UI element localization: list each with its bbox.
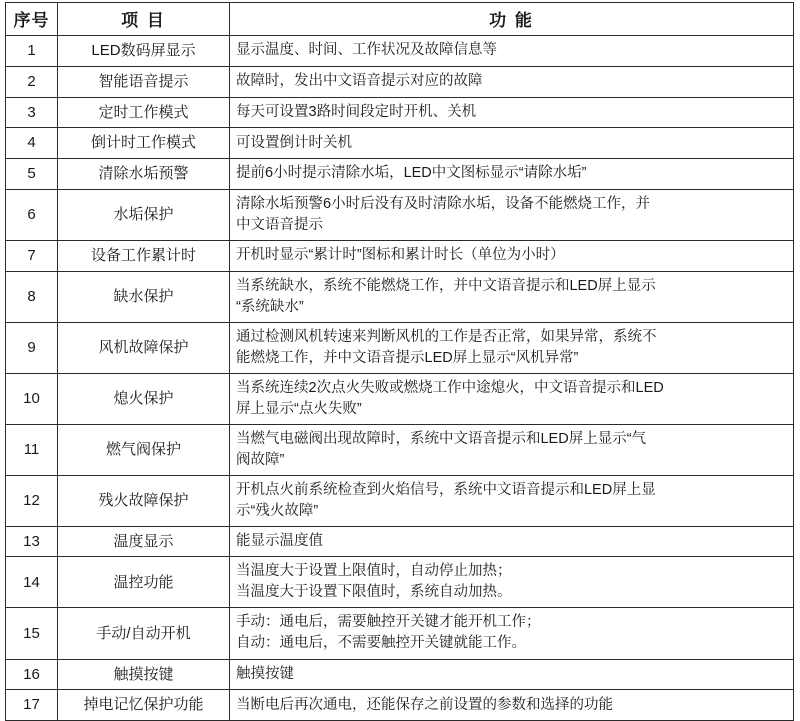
- cell-no: 4: [6, 128, 58, 159]
- cell-item: 缺水保护: [58, 271, 230, 322]
- cell-item: 定时工作模式: [58, 97, 230, 128]
- function-spec-table: [5, 2, 794, 721]
- function-line: “系统缺水”: [236, 298, 304, 315]
- cell-function: [230, 424, 794, 475]
- column-header-item: 项 目: [58, 3, 230, 36]
- cell-item: 风机故障保护: [58, 322, 230, 373]
- function-line: 通过检测风机转速来判断风机的工作是否正常，如果异常，系统不: [236, 328, 657, 345]
- function-line: 开机时显示“累计时”图标和累计时长（单位为小时）: [236, 247, 565, 264]
- table-row: [6, 424, 794, 475]
- cell-function: [230, 97, 794, 128]
- cell-item: 智能语音提示: [58, 66, 230, 97]
- table-row: [6, 128, 794, 159]
- function-line: 自动：通电后，不需要触控开关键就能工作。: [236, 635, 526, 652]
- function-line: 能显示温度值: [236, 533, 323, 550]
- cell-no: 8: [6, 271, 58, 322]
- function-line: 触摸按键: [236, 665, 294, 682]
- table-row: [6, 322, 794, 373]
- cell-no: 3: [6, 97, 58, 128]
- function-line: 开机点火前系统检查到火焰信号，系统中文语音提示和LED屏上显: [236, 481, 656, 498]
- table-header-row: [6, 3, 794, 36]
- cell-no: 14: [6, 557, 58, 608]
- cell-item: 清除水垢预警: [58, 159, 230, 190]
- cell-no: 6: [6, 189, 58, 240]
- cell-item: 倒计时工作模式: [58, 128, 230, 159]
- function-line: 当断电后再次通电，还能保存之前设置的参数和选择的功能: [236, 696, 613, 713]
- cell-item: 燃气阀保护: [58, 424, 230, 475]
- cell-function: [230, 690, 794, 721]
- table-row: [6, 36, 794, 67]
- function-line: 屏上显示“点火失败”: [236, 400, 362, 417]
- function-line: 每天可设置3路时间段定时开机、关机: [236, 103, 477, 120]
- cell-item: LED数码屏显示: [58, 36, 230, 67]
- cell-item: 温度显示: [58, 526, 230, 557]
- cell-function: [230, 159, 794, 190]
- function-line: 提前6小时提示清除水垢，LED中文图标显示“请除水垢”: [236, 165, 587, 182]
- cell-item: 熄火保护: [58, 373, 230, 424]
- table-row: [6, 373, 794, 424]
- cell-function: [230, 526, 794, 557]
- cell-no: 7: [6, 240, 58, 271]
- cell-no: 17: [6, 690, 58, 721]
- cell-item: 手动/自动开机: [58, 608, 230, 659]
- table-row: [6, 159, 794, 190]
- spec-sheet: [0, 2, 800, 714]
- cell-item: 残火故障保护: [58, 475, 230, 526]
- cell-no: 9: [6, 322, 58, 373]
- cell-function: [230, 659, 794, 690]
- cell-no: 16: [6, 659, 58, 690]
- table-body: [6, 36, 794, 721]
- function-line: 显示温度、时间、工作状况及故障信息等: [236, 42, 497, 59]
- table-row: [6, 240, 794, 271]
- cell-no: 5: [6, 159, 58, 190]
- table-row: [6, 608, 794, 659]
- function-line: 能燃烧工作，并中文语音提示LED屏上显示“风机异常”: [236, 349, 579, 366]
- table-row: [6, 66, 794, 97]
- table-row: [6, 690, 794, 721]
- cell-item: 温控功能: [58, 557, 230, 608]
- cell-no: 13: [6, 526, 58, 557]
- cell-function: [230, 373, 794, 424]
- function-line: 故障时，发出中文语音提示对应的故障: [236, 73, 483, 90]
- cell-no: 1: [6, 36, 58, 67]
- table-header: [6, 3, 794, 36]
- table-row: [6, 271, 794, 322]
- function-line: 当温度大于设置下限值时，系统自动加热。: [236, 584, 512, 601]
- cell-function: [230, 128, 794, 159]
- cell-function: [230, 322, 794, 373]
- function-line: 当温度大于设置上限值时，自动停止加热；: [236, 563, 512, 580]
- cell-function: [230, 240, 794, 271]
- function-line: 中文语音提示: [236, 216, 323, 233]
- cell-item: 掉电记忆保护功能: [58, 690, 230, 721]
- cell-function: [230, 189, 794, 240]
- cell-function: [230, 475, 794, 526]
- cell-no: 10: [6, 373, 58, 424]
- table-row: [6, 557, 794, 608]
- function-line: 当燃气电磁阀出现故障时，系统中文语音提示和LED屏上显示“气: [236, 430, 647, 447]
- cell-item: 水垢保护: [58, 189, 230, 240]
- column-header-no: 序号: [6, 3, 58, 36]
- function-line: 阀故障”: [236, 451, 285, 468]
- table-row: [6, 659, 794, 690]
- cell-function: [230, 36, 794, 67]
- cell-no: 12: [6, 475, 58, 526]
- function-line: 示“残火故障”: [236, 502, 319, 519]
- column-header-function: 功 能: [230, 3, 794, 36]
- table-row: [6, 526, 794, 557]
- cell-no: 15: [6, 608, 58, 659]
- cell-no: 2: [6, 66, 58, 97]
- cell-function: [230, 608, 794, 659]
- table-row: [6, 97, 794, 128]
- function-line: 手动：通电后，需要触控开关键才能开机工作；: [236, 614, 541, 631]
- cell-function: [230, 557, 794, 608]
- function-line: 可设置倒计时关机: [236, 134, 352, 151]
- function-line: 当系统连续2次点火失败或燃烧工作中途熄火，中文语音提示和LED: [236, 379, 664, 396]
- cell-function: [230, 66, 794, 97]
- function-line: 当系统缺水，系统不能燃烧工作，并中文语音提示和LED屏上显示: [236, 277, 656, 294]
- table-row: [6, 189, 794, 240]
- function-line: 清除水垢预警6小时后没有及时清除水垢，设备不能燃烧工作，并: [236, 195, 651, 212]
- table-row: [6, 475, 794, 526]
- cell-no: 11: [6, 424, 58, 475]
- cell-function: [230, 271, 794, 322]
- cell-item: 设备工作累计时: [58, 240, 230, 271]
- cell-item: 触摸按键: [58, 659, 230, 690]
